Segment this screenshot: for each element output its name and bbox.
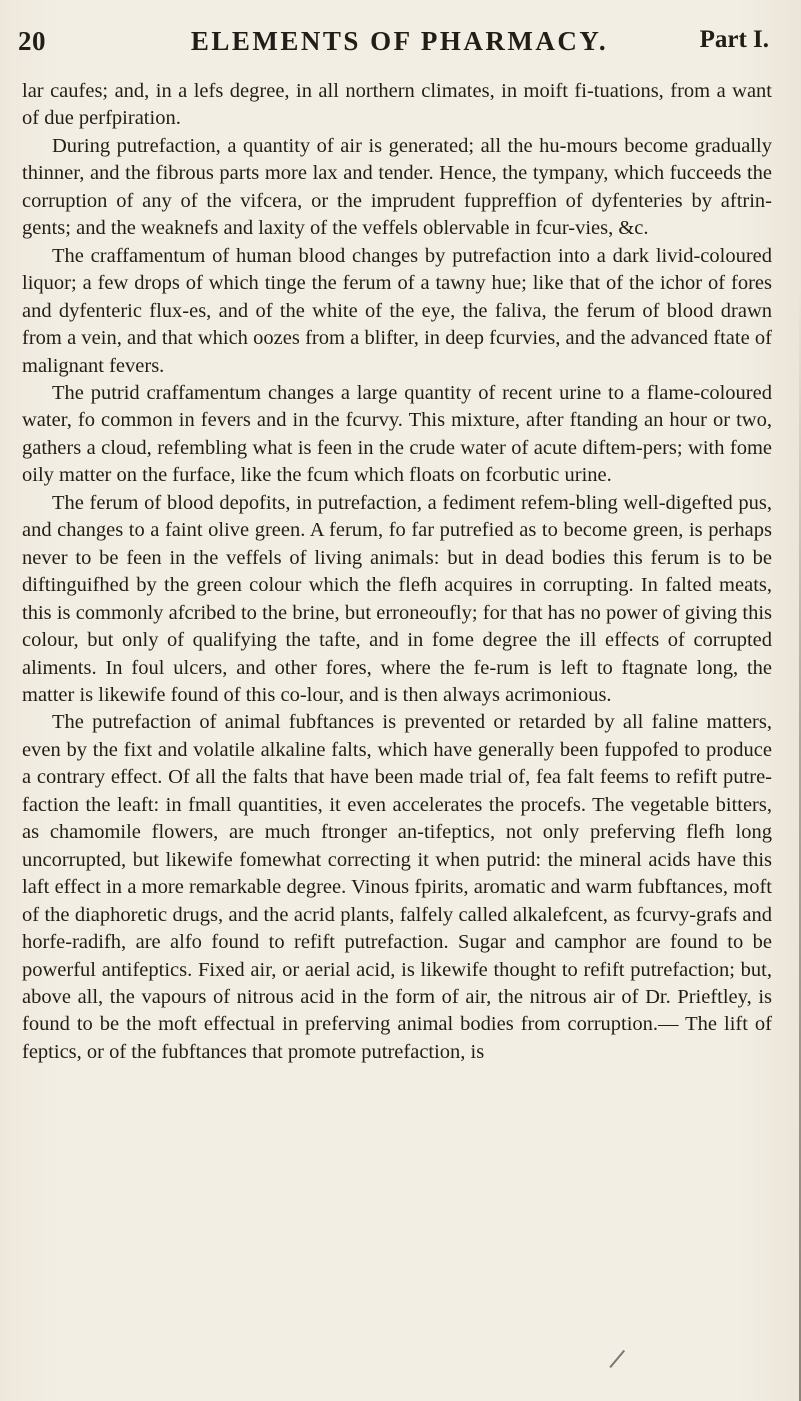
part-label: Part I. — [699, 26, 769, 53]
body-text — [22, 78, 772, 1066]
paragraph: The craffamentum of human blood changes by putrefaction into a dark livid-coloured liquor; a few drops of which tinge the ferum of a tawny hue; like that of the ichor of fores and dyfenteric flux-es, and of the white of the eye, the faliva, the ferum of blood drawn from a vein, and that which oozes from a blifter, in deep fcurvies, and the advanced ftate of malignant fevers. — [22, 244, 772, 377]
paragraph: During putrefaction, a quantity of air is generated; all the hu-mours become gradually thinner, and the fibrous parts more lax and tender. Hence, the tympany, which fucceeds the corruption of any of the vifcera, or the imprudent fuppreffion of dyfenteries by aftrin-gents; and the weaknefs and laxity of the veffels oblervable in fcur-vies, &c. — [22, 134, 772, 240]
page-number: 20 — [18, 26, 46, 56]
running-title: ELEMENTS OF PHARMACY. — [190, 26, 609, 56]
running-header — [18, 26, 781, 66]
paragraph: The ferum of blood depofits, in putrefaction, a fediment refem-bling well-digefted pus, and changes to a faint olive green. A ferum, fo far putrefied as to become green, is perhaps never to be feen in the veffels of living animals: but in dead bodies this ferum is to be diftinguifhed by the green colour which the flefh acquires in corrupting. In falted meats, this is commonly afcribed to the brine, but erroneoufly; for that has no power of giving this colour, but only of qualifying the tafte, and in fome degree the ill effects of corrupted aliments. In foul ulcers, and other fores, where the fe-rum is left to ftagnate long, the matter is likewife found of this co-lour, and is then always acrimonious. — [22, 491, 772, 706]
paragraph: The putrid craffamentum changes a large quantity of recent urine to a flame-coloured water, fo common in fevers and in the fcurvy. This mixture, after ftanding an hour or two, gathers a cloud, refembling what is feen in the crude water of acute diftem-pers; with fome oily matter on the furface, like the fcum which floats on fcorbutic urine. — [22, 381, 772, 487]
pencil-mark — [609, 1350, 624, 1368]
paragraph-continuation: lar caufes; and, in a lefs degree, in all northern climates, in moift fi-tuations, from a want of due perfpiration. — [22, 80, 772, 130]
paragraph: The putrefaction of animal fubftances is prevented or retarded by all faline matters, even by the fixt and volatile alkaline falts, which have generally been fuppofed to produce a contrary effect. Of all the falts that have been made trial of, fea falt feems to refift putre-faction the leaft: in fmall quantities, it even accelerates the procefs. The vegetable bitters, as chamomile flowers, are much ftronger an-tifeptics, not only preferving flefh long uncorrupted, but likewife fomewhat correcting it when putrid: the mineral acids have this laft effect in a more remarkable degree. Vinous fpirits, aromatic and warm fubftances, moft of the diaphoretic drugs, and the acrid plants, falfely called alkalefcent, as fcurvy-grafs and horfe-radifh, are alfo found to refift putrefaction. Sugar and camphor are found to be powerful antifeptics. Fixed air, or aerial acid, is likewife thought to refift putrefaction; but, above all, the vapours of nitrous acid in the form of air, the nitrous air of Dr. Prieftley, is found to be the moft effectual in preferving animal bodies from corruption.— The lift of feptics, or of the fubftances that promote putrefaction, is — [22, 711, 772, 1063]
